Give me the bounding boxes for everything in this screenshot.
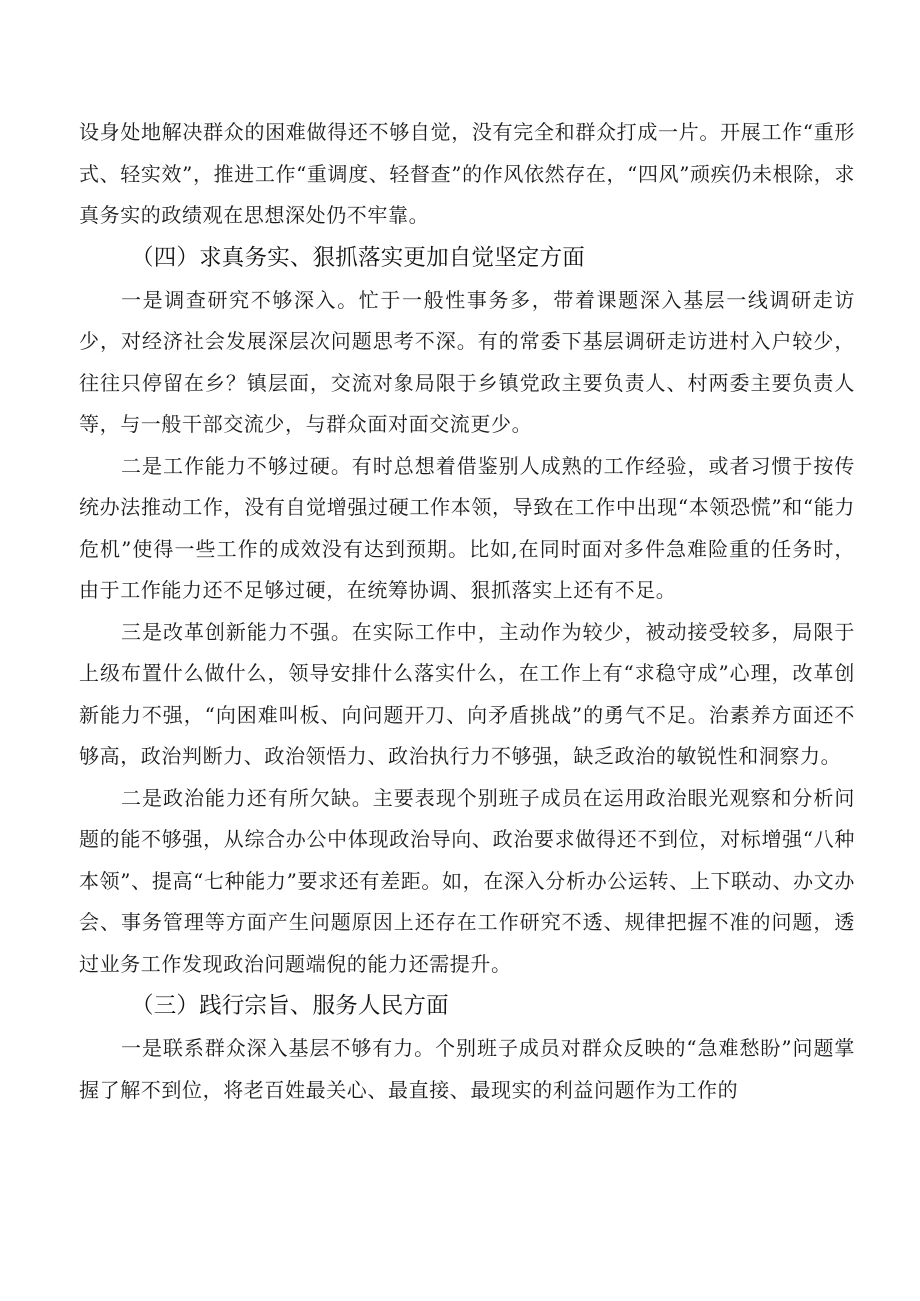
- paragraph-political-ability: 二是政治能力还有所欠缺。主要表现个别班子成员在运用政治眼光观察和分析问题的能不够强，从综合办公中体现政治导向、政治要求做得还不到位，对标增强“八种本领”、提高“七种能力”要求还有差距。如，在深入分析办公运转、上下联动、办文办会、事务管理等方面产生问题原因上还存在工作研究不透、规律把握不准的问题，透过业务工作发现政治问题端倪的能力还需提升。: [79, 785, 855, 976]
- paragraph-work-ability: 二是工作能力不够过硬。有时总想着借鉴别人成熟的工作经验，或者习惯于按传统办法推动工作，没有自觉增强过硬工作本领，导致在工作中出现“本领恐慌”和“能力危机”使得一些工作的成效没有达到预期。比如,在同时面对多件急难险重的任务时，由于工作能力还不足够过硬，在统筹协调、狠抓落实上还有不足。: [79, 453, 855, 602]
- paragraph-contact-masses: 一是联系群众深入基层不够有力。个别班子成员对群众反映的“急难愁盼”问题掌握了解不到位，将老百姓最关心、最直接、最现实的利益问题作为工作的: [79, 1036, 855, 1102]
- paragraph-reform-innovation: 三是改革创新能力不强。在实际工作中，主动作为较少，被动接受较多，局限于上级布置什么做什么，领导安排什么落实什么，在工作上有“求稳守成”心理，改革创新能力不强，“向困难叫板、向问题开刀、向矛盾挑战”的勇气不足。治素养方面还不够高，政治判断力、政治领悟力、政治执行力不够强，缺乏政治的敏锐性和洞察力。: [79, 619, 855, 768]
- section-heading-four: （四）求真务实、狠抓落实更加自觉坚定方面: [131, 244, 586, 271]
- section-heading-three: （三）践行宗旨、服务人民方面: [131, 993, 449, 1019]
- paragraph-continuation: 设身处地解决群众的困难做得还不够自觉，没有完全和群众打成一片。开展工作“重形式、轻实效”，推进工作“重调度、轻督查”的作风依然存在，“四风”顽疾仍未根除，求真务实的政绩观在思想深处仍不牢靠。: [79, 120, 855, 227]
- document-body: [79, 112, 855, 1111]
- paragraph-research: 一是调查研究不够深入。忙于一般性事务多，带着课题深入基层一线调研走访少，对经济社会发展深层次问题思考不深。有的常委下基层调研走访进村入户较少，往往只停留在乡？镇层面，交流对象局限于乡镇党政主要负责人、村两委主要负责人等，与一般干部交流少，与群众面对面交流更少。: [79, 287, 855, 436]
